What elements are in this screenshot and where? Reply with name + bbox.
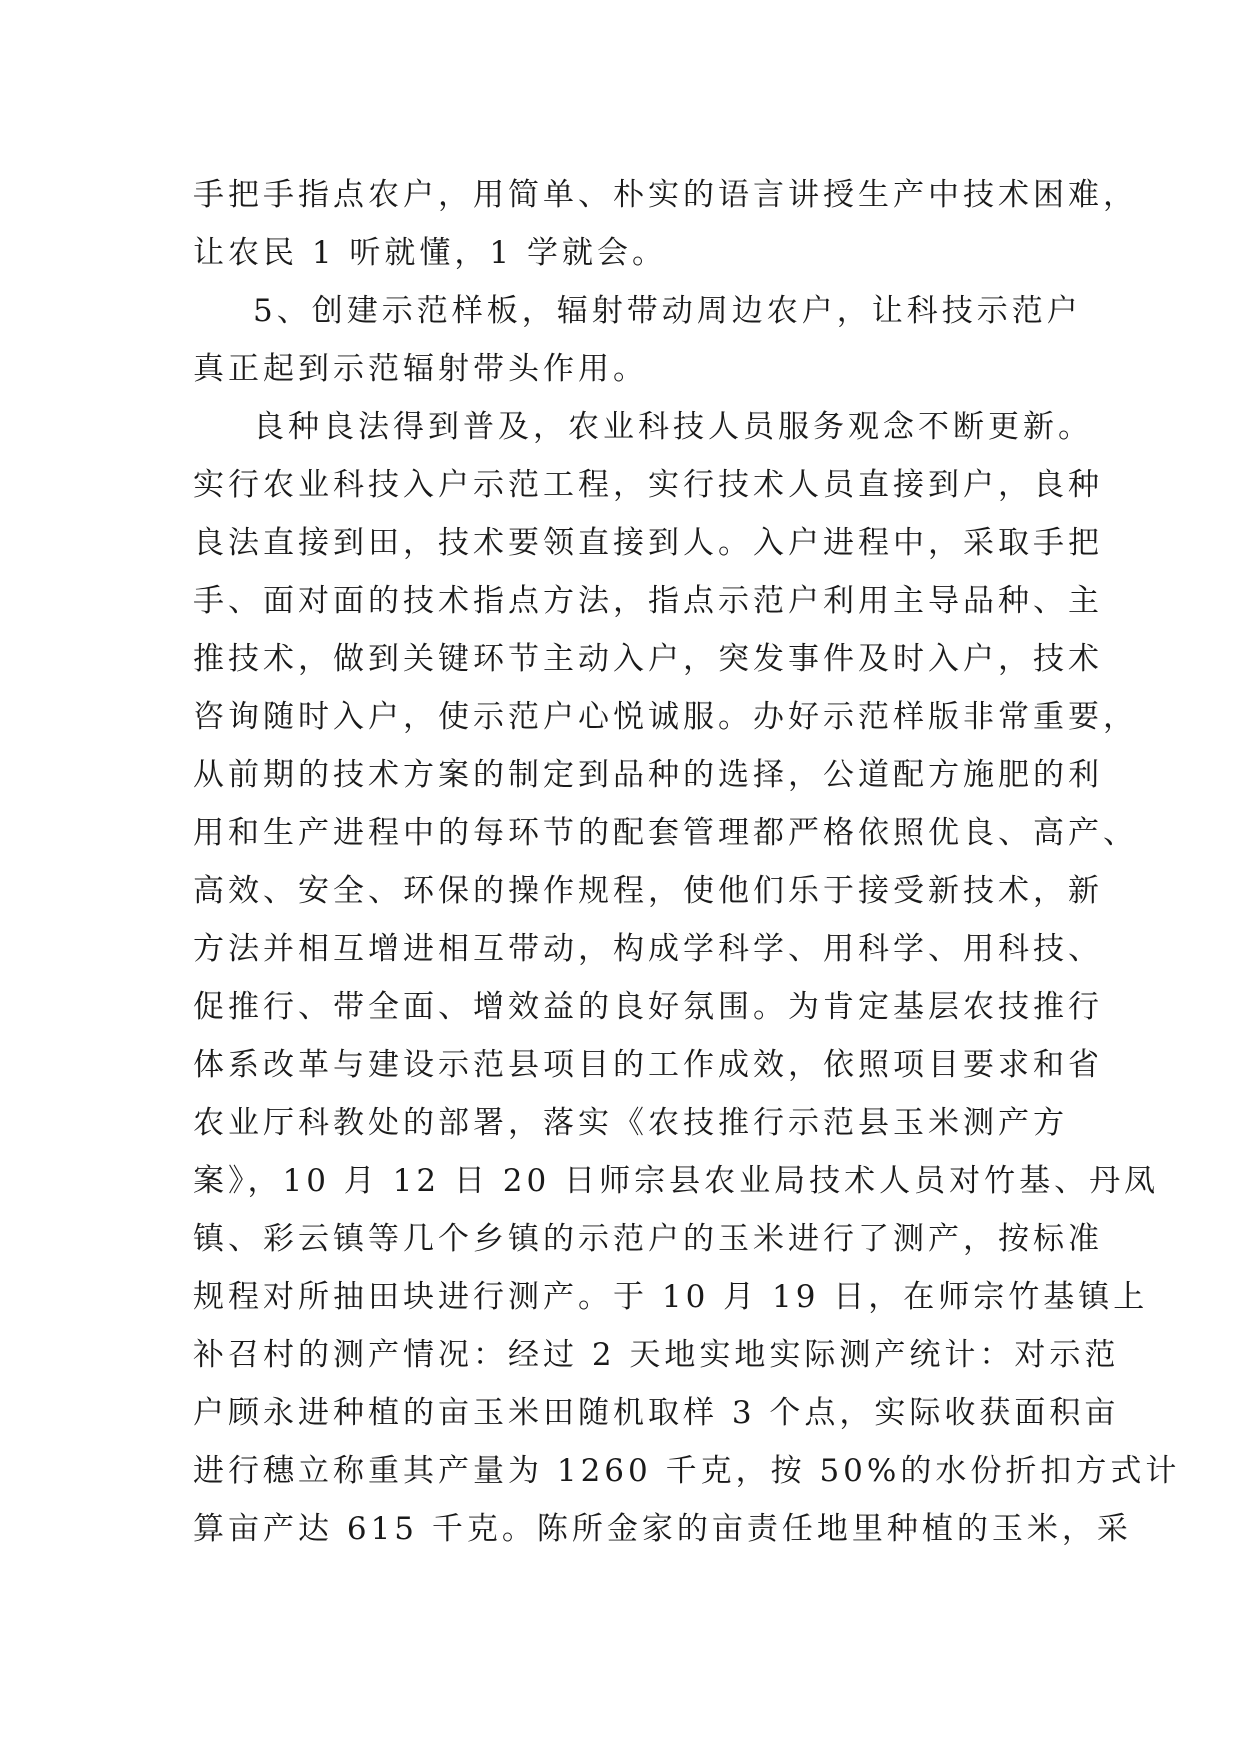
text-line: 促推行、带全面、增效益的良好氛围。为肯定基层农技推行 <box>193 989 1103 1025</box>
text-line: 咨询随时入户，使示范户心悦诚服。办好示范样版非常重要， <box>193 699 1138 735</box>
text-line: 体系改革与建设示范县项目的工作成效，依照项目要求和省 <box>193 1047 1103 1083</box>
text-line: 户顾永进种植的亩玉米田随机取样 3 个点，实际收获面积亩 <box>193 1395 1120 1431</box>
text-line: 农业厅科教处的部署，落实《农技推行示范县玉米测产方 <box>193 1105 1068 1141</box>
text-line: 实行农业科技入户示范工程，实行技术人员直接到户，良种 <box>193 467 1103 503</box>
text-line: 真正起到示范辐射带头作用。 <box>193 351 648 387</box>
text-line: 从前期的技术方案的制定到品种的选择，公道配方施肥的利 <box>193 757 1103 793</box>
text-line: 让农民 1 听就懂，1 学就会。 <box>193 235 668 271</box>
text-line: 良种良法得到普及，农业科技人员服务观念不断更新。 <box>253 409 1093 445</box>
text-line: 进行穗立称重其产量为 1260 千克，按 50%的水份折扣方式计 <box>193 1453 1181 1489</box>
text-line: 补召村的测产情况：经过 2 天地实地实际测产统计：对示范 <box>193 1337 1120 1373</box>
text-line: 方法并相互增进相互带动，构成学科学、用科学、用科技、 <box>193 931 1103 967</box>
text-line: 用和生产进程中的每环节的配套管理都严格依照优良、高产、 <box>193 815 1138 851</box>
text-line: 高效、安全、环保的操作规程，使他们乐于接受新技术，新 <box>193 873 1103 909</box>
text-line: 手把手指点农户，用简单、朴实的语言讲授生产中技术困难， <box>193 177 1138 213</box>
text-line: 推技术，做到关键环节主动入户，突发事件及时入户，技术 <box>193 641 1103 677</box>
text-line: 手、面对面的技术指点方法，指点示范户利用主导品种、主 <box>193 583 1103 619</box>
text-line: 案》，10 月 12 日 20 日师宗县农业局技术人员对竹基、丹凤 <box>193 1163 1160 1199</box>
text-line: 规程对所抽田块进行测产。于 10 月 19 日，在师宗竹基镇上 <box>193 1279 1149 1315</box>
document-body <box>193 166 1181 1558</box>
text-line: 良法直接到田，技术要领直接到人。入户进程中，采取手把 <box>193 525 1103 561</box>
text-line: 镇、彩云镇等几个乡镇的示范户的玉米进行了测产，按标准 <box>193 1221 1103 1257</box>
text-line: 5、创建示范样板，辐射带动周边农户，让科技示范户 <box>253 293 1082 329</box>
text-line: 算亩产达 615 千克。陈所金家的亩责任地里种植的玉米，采 <box>193 1511 1132 1547</box>
